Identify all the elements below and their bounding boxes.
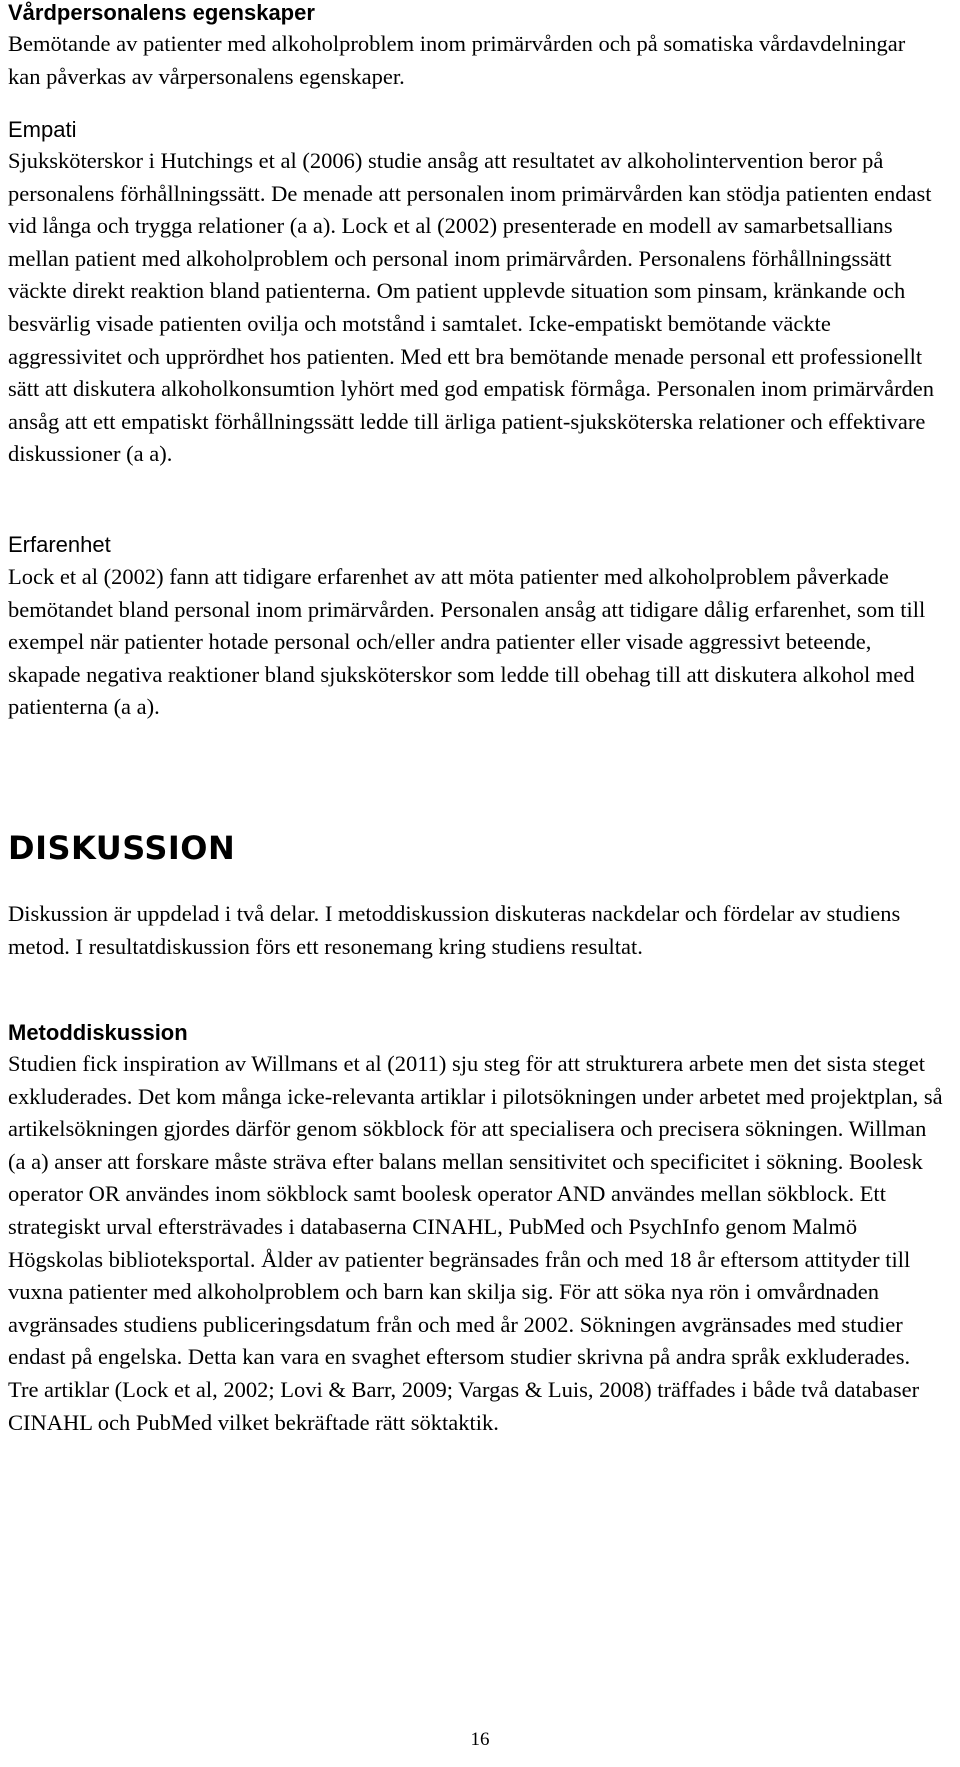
chapter-heading-diskussion: DISKUSSION xyxy=(8,829,236,867)
paragraph-diskussion: Diskussion är uppdelad i två delar. I metoddiskussion diskuteras nackdelar och fördelar av studiens metod. I resultatdiskussion förs ett resonemang kring studiens resultat. xyxy=(8,901,901,959)
section-heading-vardpersonalens-egenskaper: Vårdpersonalens egenskaper xyxy=(8,0,315,25)
paragraph-empati: Sjuksköterskor i Hutchings et al (2006) studie ansåg att resultatet av alkoholintervention beror på personalens förhållningssätt. De menade att personalen inom primärvården kan stödja patienten endast vid långa och trygga relationer (a a). Lock et al (2002) presenterade en modell av samarbetsallians mellan patient med alkoholproblem och personal inom primärvården. Personalens förhållningssätt väckte direkt reaktion bland patienterna. Om patient upplevde situation som pinsam, kränkande och besvärlig visade patienten ovilja och motstånd i samtalet. Icke-empatiskt bemötande väckte aggressivitet och upprördhet hos patienten. Med ett bra bemötande menade personal ett professionellt sätt att diskutera alkoholkonsumtion lyhört med god empatisk förmåga. Personalen inom primärvården ansåg att ett empatiskt förhållningssätt ledde till ärliga patient-sjuksköterska relationer och effektivare diskussioner (a a). xyxy=(8,148,935,467)
paragraph-erfarenhet: Lock et al (2002) fann att tidigare erfarenhet av att möta patienter med alkoholproblem påverkade bemötandet bland personal inom primärvården. Personalen ansåg att tidigare dålig erfarenhet, som till exempel när patienter hotade personal och/eller andra patienter eller visade aggressivt beteende, skapade negativa reaktioner bland sjuksköterskor som ledde till obehag till att diskutera alkohol med patienterna (a a). xyxy=(8,564,926,720)
paragraph-vardpersonal-intro: Bemötande av patienter med alkoholproblem inom primärvården och på somatiska vårdavdelningar kan påverkas av vårpersonalens egenskaper. xyxy=(8,31,906,89)
subheading-erfarenhet: Erfarenhet xyxy=(8,532,111,557)
page-number: 16 xyxy=(470,1729,490,1750)
section-heading-metoddiskussion: Metoddiskussion xyxy=(8,1020,188,1045)
paragraph-metoddiskussion: Studien fick inspiration av Willmans et al (2011) sju steg för att strukturera arbete men det sista steget exkluderades. Det kom många icke-relevanta artiklar i pilotsökningen under arbetet med projektplan, så artikelsökningen gjordes därför genom sökblock för att specialisera och precisera sökningen. Willman (a a) anser att forskare måste sträva efter balans mellan sensitivitet och specificitet i sökning. Boolesk operator OR användes inom sökblock samt boolesk operator AND användes mellan sökblock. Ett strategiskt urval eftersträvades i databaserna CINAHL, PubMed och PsychInfo genom Malmö Högskolas biblioteksportal. Ålder av patienter begränsades från och med 18 år eftersom attityder till vuxna patienter med alkoholproblem och barn kan skilja sig. För att söka nya rön i omvårdnaden avgränsades studiens publiceringsdatum från och med år 2002. Sökningen avgränsades med studier endast på engelska. Detta kan vara en svaghet eftersom studier skrivna på andra språk exkluderades. Tre artiklar (Lock et al, 2002; Lovi & Barr, 2009; Vargas & Luis, 2008) träffades i både två databaser CINAHL och PubMed vilket bekräftade rätt söktaktik. xyxy=(8,1051,943,1435)
subheading-empati: Empati xyxy=(8,117,77,142)
